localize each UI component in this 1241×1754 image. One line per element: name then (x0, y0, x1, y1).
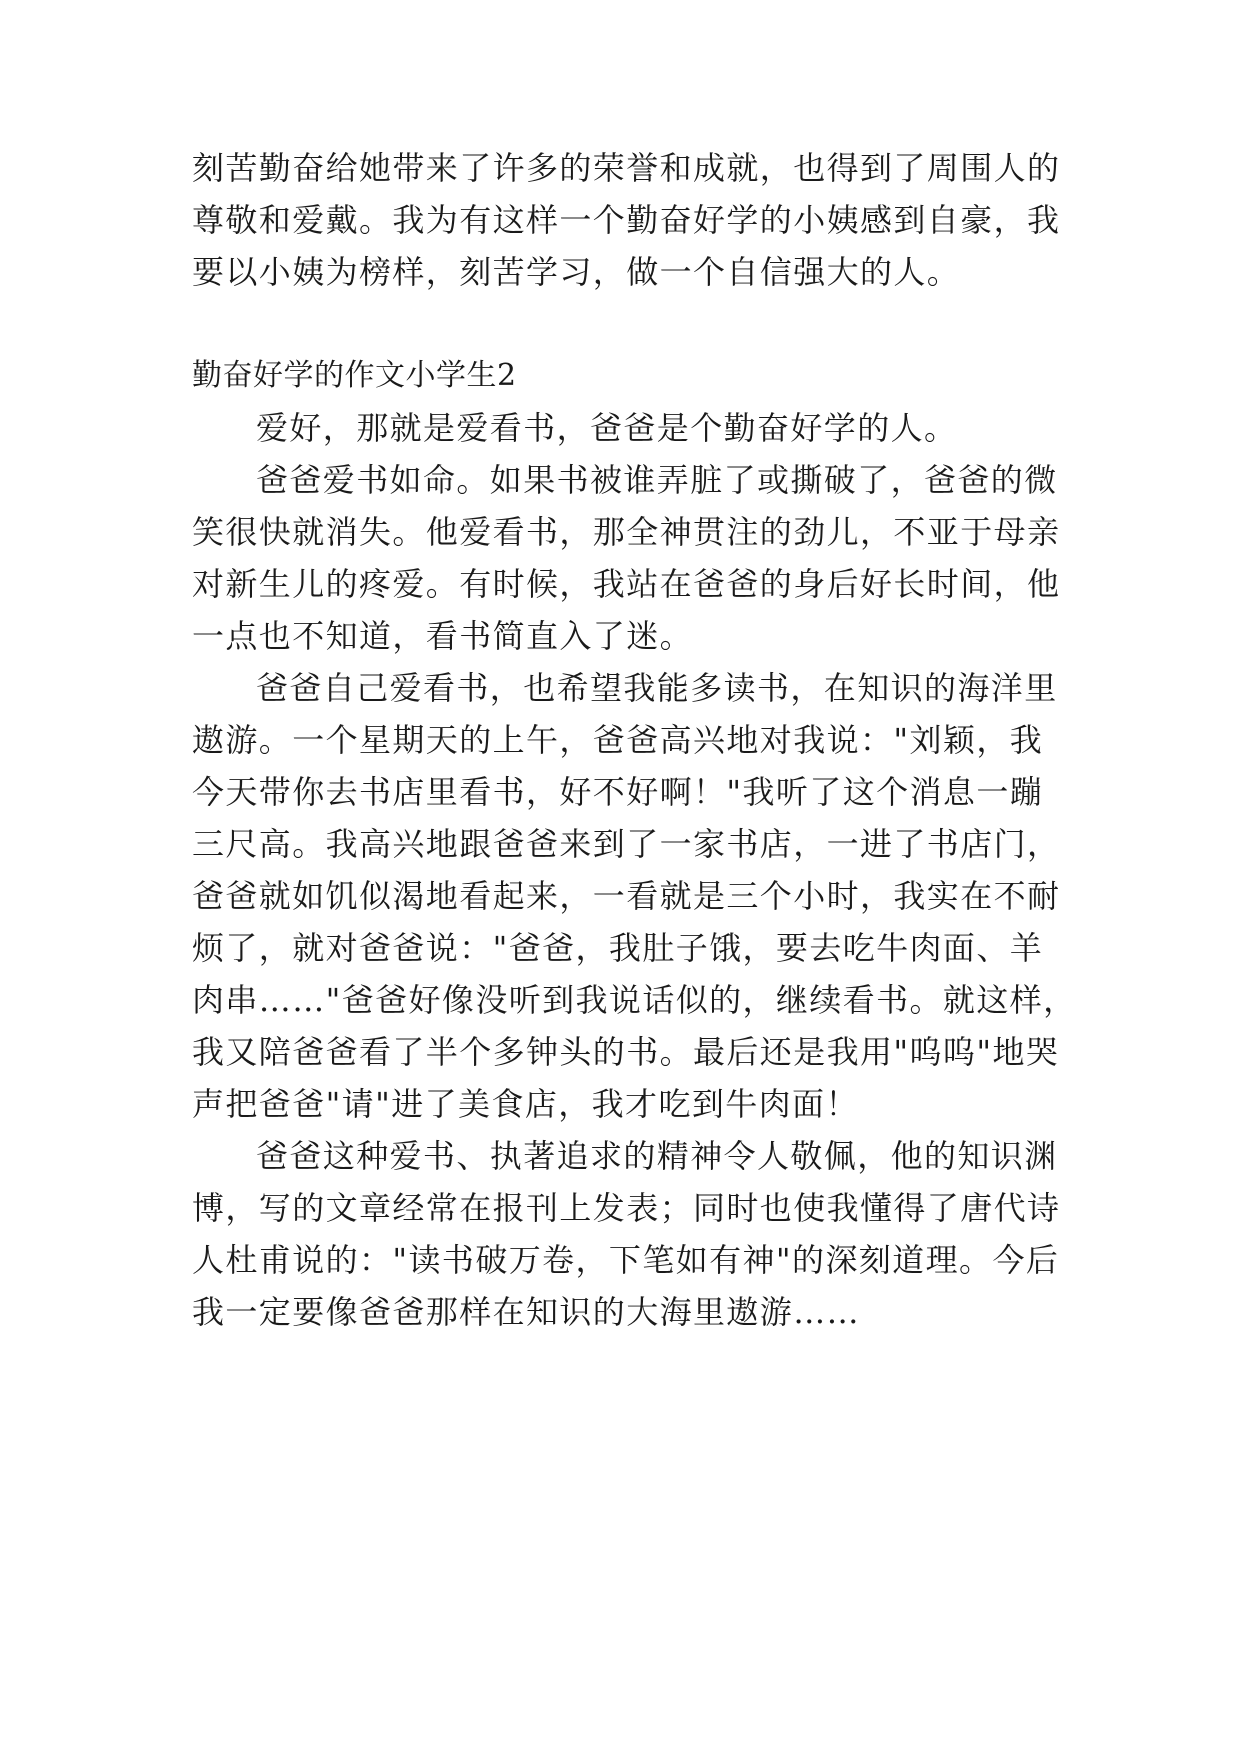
paragraph-4-line-2: 博，写的文章经常在报刊上发表；同时也使我懂得了唐代诗 (192, 1189, 1061, 1227)
paragraph-2-line-3: 对新生儿的疼爱。有时候，我站在爸爸的身后好长时间，他 (192, 565, 1061, 603)
paragraph-2-line-1: 爸爸爱书如命。如果书被谁弄脏了或撕破了，爸爸的微 (256, 461, 1058, 499)
paragraph-3-line-6: 烦了，就对爸爸说："爸爸，我肚子饿，要去吃牛肉面、羊 (192, 929, 1044, 967)
intro-line-2: 尊敬和爱戴。我为有这样一个勤奋好学的小姨感到自豪，我 (192, 201, 1061, 239)
paragraph-3-line-8: 我又陪爸爸看了半个多钟头的书。最后还是我用"呜呜"地哭 (192, 1033, 1060, 1071)
paragraph-3-line-4: 三尺高。我高兴地跟爸爸来到了一家书店，一进了书店门， (192, 825, 1061, 863)
paragraph-4-line-1: 爸爸这种爱书、执著追求的精神令人敬佩，他的知识渊 (256, 1137, 1058, 1175)
paragraph-3-line-5: 爸爸就如饥似渴地看起来，一看就是三个小时，我实在不耐 (192, 877, 1061, 915)
paragraph-1-line-1: 爱好，那就是爱看书，爸爸是个勤奋好学的人。 (256, 409, 958, 447)
paragraph-3-line-3: 今天带你去书店里看书，好不好啊！"我听了这个消息一蹦 (192, 773, 1044, 811)
essay-title: 勤奋好学的作文小学生2 (192, 358, 517, 393)
paragraph-4-line-3: 人杜甫说的："读书破万卷，下笔如有神"的深刻道理。今后 (192, 1241, 1060, 1279)
paragraph-3-line-1: 爸爸自己爱看书，也希望我能多读书，在知识的海洋里 (256, 669, 1058, 707)
intro-line-1: 刻苦勤奋给她带来了许多的荣誉和成就，也得到了周围人的 (192, 149, 1061, 187)
intro-line-3: 要以小姨为榜样，刻苦学习，做一个自信强大的人。 (192, 253, 961, 291)
paragraph-3-line-2: 遨游。一个星期天的上午，爸爸高兴地对我说："刘颖，我 (192, 721, 1044, 759)
paragraph-2-line-4: 一点也不知道，看书简直入了迷。 (192, 617, 694, 655)
paragraph-2-line-2: 笑很快就消失。他爱看书，那全神贯注的劲儿，不亚于母亲 (192, 513, 1061, 551)
paragraph-3-line-7: 肉串……"爸爸好像没听到我说话似的，继续看书。就这样， (192, 981, 1077, 1019)
paragraph-4-line-4: 我一定要像爸爸那样在知识的大海里遨游…… (192, 1293, 861, 1331)
paragraph-3-line-9: 声把爸爸"请"进了美食店，我才吃到牛肉面！ (192, 1085, 859, 1123)
